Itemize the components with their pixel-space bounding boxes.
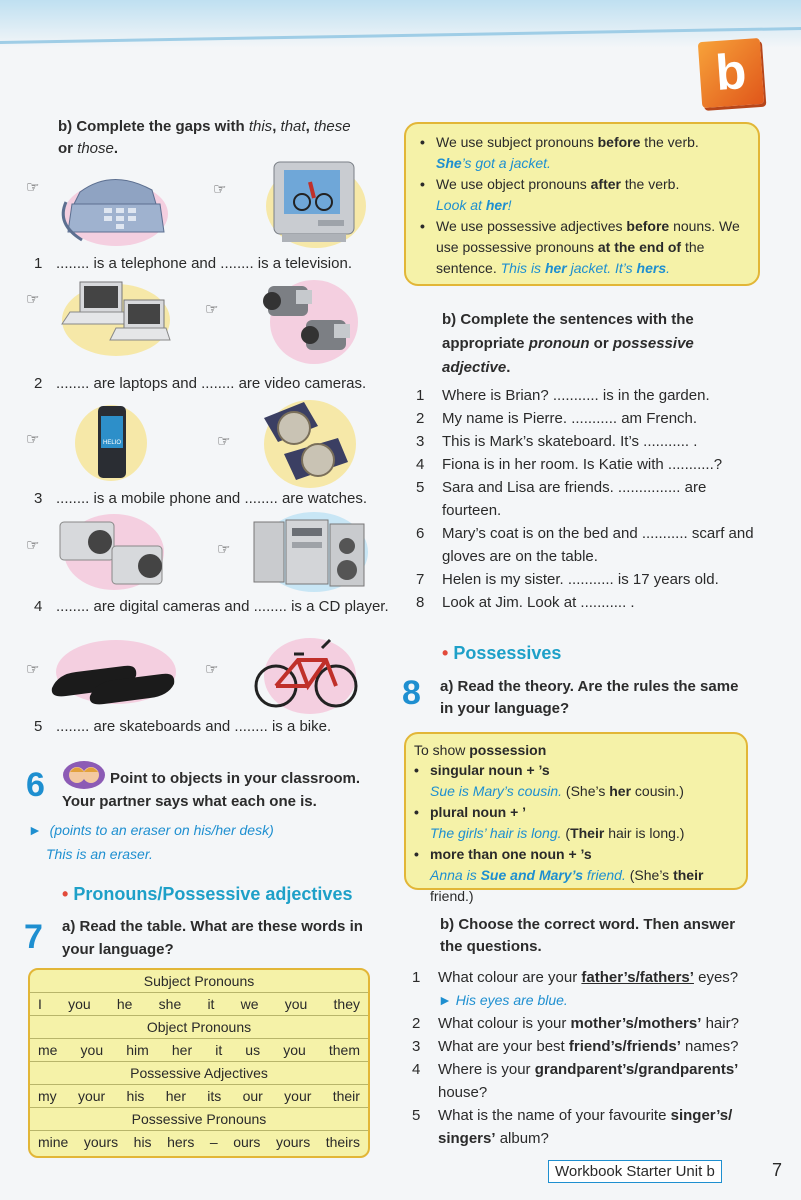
pair-work-icon bbox=[62, 760, 106, 790]
pointing-hand-icon: ☞ bbox=[217, 541, 231, 558]
sentence: 5 Sara and Lisa are friends. ............... are bbox=[416, 479, 707, 496]
pronoun-rules-note bbox=[404, 122, 760, 286]
video-cameras-image bbox=[256, 276, 360, 368]
laptops-image bbox=[52, 276, 172, 358]
subject-pronouns-header: Subject Pronouns bbox=[30, 970, 368, 993]
object-pronouns-row: me you him her it us you them bbox=[30, 1039, 368, 1062]
exercise-8b-line1: b) Choose the correct word. Then answer bbox=[440, 916, 736, 933]
rule-subject: • We use subject pronouns before the verb. She’s got a jacket. bbox=[420, 132, 758, 174]
question: 1 What colour are your father’s/fathers’ eyes? bbox=[412, 969, 739, 986]
pointing-hand-icon: ☞ bbox=[26, 179, 40, 196]
digital-cameras-image bbox=[56, 512, 166, 592]
rule-possessive: • We use possessive adjectives before nouns. We use possessive pronouns at the end of the sentence. This is her jacket. It’s hers. bbox=[420, 216, 758, 279]
rule-plural: • plural noun + ’ The girls’ hair is long. (Their hair is long.) bbox=[414, 802, 746, 844]
question-example: ► His eyes are blue. bbox=[438, 992, 568, 1008]
sentence: 7 Helen is my sister. ........... is 17 years old. bbox=[416, 571, 719, 588]
mobile-phone-image bbox=[74, 404, 148, 482]
question: 3 What are your best friend’s/friends’ names? bbox=[412, 1038, 739, 1055]
section-possessives: • Possessives bbox=[442, 643, 562, 663]
question: 5 What is the name of your favourite singer’s/ bbox=[412, 1107, 733, 1124]
sentences-list bbox=[416, 384, 756, 614]
questions-list bbox=[412, 966, 772, 1150]
possessive-pronouns-row: mine yours his hers – ours yours theirs bbox=[38, 1134, 360, 1150]
sentence: 1 Where is Brian? ........... is in the garden. bbox=[416, 387, 710, 404]
pointing-hand-icon: ☞ bbox=[205, 661, 219, 678]
pointing-hand-icon: ☞ bbox=[213, 181, 227, 198]
rule-object: • We use object pronouns after the verb. Look at her! bbox=[420, 174, 758, 216]
exercise-6-line1: Point to objects in your classroom. bbox=[110, 770, 361, 787]
page-number: 7 bbox=[772, 1160, 783, 1180]
sentence: 4 Fiona is in her room. Is Katie with ...........? bbox=[416, 456, 723, 473]
item-1: 1 ........ is a telephone and ........ is a television. bbox=[34, 255, 352, 272]
pointing-hand-icon: ☞ bbox=[26, 431, 40, 448]
watches-image bbox=[244, 398, 360, 490]
exercise-6-example-1: ► (points to an eraser on his/her desk) bbox=[28, 822, 274, 838]
question: 4 Where is your grandparent’s/grandparents’ bbox=[412, 1061, 739, 1078]
item-3: 3 ........ is a mobile phone and ........ are watches. bbox=[34, 490, 367, 507]
question: 2 What colour is your mother’s/mothers’ hair? bbox=[412, 1015, 739, 1032]
item-2: 2 ........ are laptops and ........ are video cameras. bbox=[34, 375, 367, 392]
skateboards-image bbox=[46, 636, 184, 710]
svg-text:HELIO: HELIO bbox=[102, 440, 122, 446]
rule-singular: • singular noun + ’s Sue is Mary’s cousin. (She’s her cousin.) bbox=[414, 760, 746, 802]
pointing-hand-icon: ☞ bbox=[217, 433, 231, 450]
cd-player-image bbox=[250, 512, 370, 594]
exercise-b-pronouns-heading: b) Complete the sentences with the appropriate pronoun or possessive adjective. bbox=[442, 311, 694, 376]
sentence: 2 My name is Pierre. ........... am French. bbox=[416, 410, 698, 427]
subject-pronouns-row: I you he she it we you they bbox=[30, 993, 368, 1016]
exercise-6-example-2: This is an eraser. bbox=[46, 846, 153, 862]
pointing-hand-icon: ☞ bbox=[26, 537, 40, 554]
possessive-adjectives-header: Possessive Adjectives bbox=[30, 1062, 368, 1085]
possession-rules-note: To show possession • singular noun + ’s Sue is Mary’s cousin. (She’s her cousin.) • plural noun + ’ The girls’ hair is long. (Their hair is long.) • more than one noun + ’s Anna is Sue and Mary’s friend. (She’s their friend.) bbox=[404, 732, 748, 890]
possessive-adjectives-row: my your his her its our your their bbox=[30, 1085, 368, 1108]
question: house? bbox=[438, 1084, 488, 1101]
object-pronouns-header: Object Pronouns bbox=[30, 1016, 368, 1039]
sentence: 8 Look at Jim. Look at ........... . bbox=[416, 594, 635, 611]
telephone-image bbox=[52, 164, 168, 248]
question: singers’ album? bbox=[438, 1130, 549, 1147]
sentence: gloves are on the table. bbox=[442, 548, 598, 565]
exercise-8-line1: a) Read the theory. Are the rules the same bbox=[440, 678, 739, 695]
rule-multiple: • more than one noun + ’s Anna is Sue and Mary’s friend. (She’s their friend.) bbox=[414, 844, 746, 907]
exercise-8-number: 8 bbox=[402, 674, 421, 712]
exercise-7-line1: a) Read the table. What are these words in bbox=[62, 918, 363, 935]
item-4: 4 ........ are digital cameras and ........ is a CD player. bbox=[34, 598, 389, 615]
pronouns-table bbox=[28, 968, 370, 1158]
bike-image bbox=[252, 630, 360, 714]
exercise-8-line2: in your language? bbox=[440, 700, 570, 717]
sentence: fourteen. bbox=[442, 502, 502, 519]
exercise-7-number: 7 bbox=[24, 918, 43, 956]
exercise-6-number: 6 bbox=[26, 766, 45, 804]
possessive-pronouns-header: Possessive Pronouns bbox=[30, 1108, 368, 1131]
exercise-7-line2: your language? bbox=[62, 941, 174, 958]
pointing-hand-icon: ☞ bbox=[26, 291, 40, 308]
sentence: 6 Mary’s coat is on the bed and ........... scarf and bbox=[416, 525, 754, 542]
pointing-hand-icon: ☞ bbox=[26, 661, 40, 678]
sentence: 3 This is Mark’s skateboard. It’s ........... . bbox=[416, 433, 698, 450]
unit-badge: b bbox=[698, 38, 764, 108]
exercise-b-heading: b) Complete the gaps with this, that, these or those. bbox=[58, 118, 351, 157]
section-pronouns: • Pronouns/Possessive adjectives bbox=[62, 884, 353, 904]
workbook-reference: Workbook Starter Unit b bbox=[548, 1160, 722, 1183]
item-5: 5 ........ are skateboards and ........ is a bike. bbox=[34, 718, 332, 735]
exercise-6-line2: Your partner says what each one is. bbox=[62, 793, 317, 810]
television-image bbox=[262, 156, 366, 248]
exercise-8b-line2: the questions. bbox=[440, 938, 542, 955]
pointing-hand-icon: ☞ bbox=[205, 301, 219, 318]
